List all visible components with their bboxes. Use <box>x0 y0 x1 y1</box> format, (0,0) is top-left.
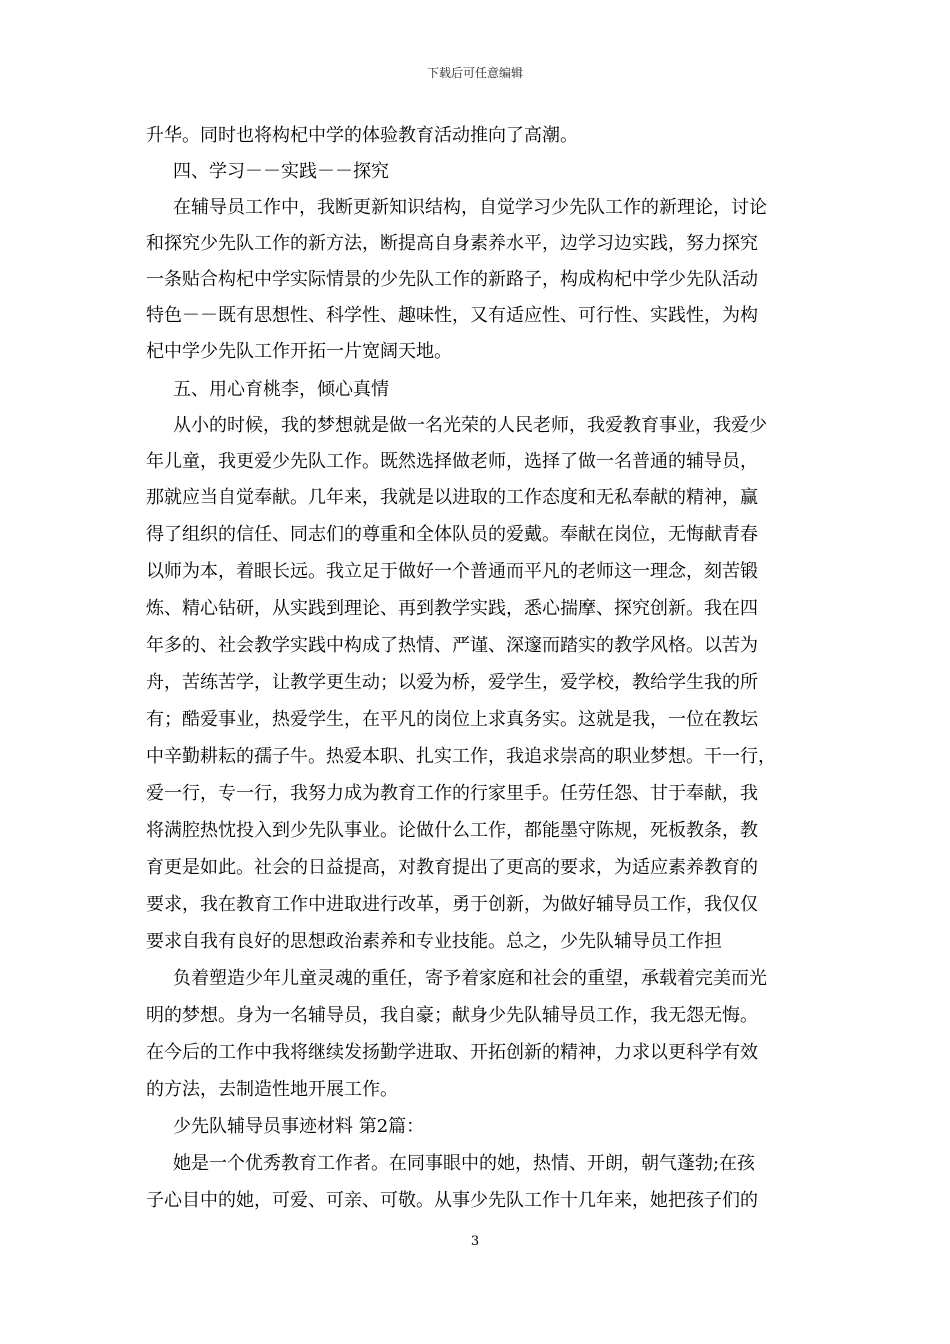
text-line: 炼、精心钻研，从实践到理论、再到教学实践，悉心揣摩、探究创新。我在四 <box>146 598 758 619</box>
page-header: 下载后可任意编辑 <box>426 66 523 80</box>
text-line: 要求自我有良好的思想政治素养和专业技能。总之，少先队辅导员工作担 <box>146 931 722 952</box>
text-line: 和探究少先队工作的新方法，断提高自身素养水平，边学习边实践，努力探究 <box>146 233 758 254</box>
text-line: 的方法，去制造性地开展工作。 <box>146 1079 398 1100</box>
section-heading: 少先队辅导员事迹材料 第2篇： <box>173 1116 425 1137</box>
text-line: 年多的、社会教学实践中构成了热情、严谨、深邃而踏实的教学风格。以苦为 <box>146 635 758 656</box>
section-heading: 四、学习－－实践－－探究 <box>173 161 389 182</box>
text-line: 得了组织的信任、同志们的尊重和全体队员的爱戴。奉献在岗位，无悔献青春 <box>146 524 758 545</box>
text-line: 爱一行，专一行，我努力成为教育工作的行家里手。任劳任怨、甘于奉献，我 <box>146 783 758 804</box>
text-line: 特色－－既有思想性、科学性、趣味性，又有适应性、可行性、实践性，为构 <box>146 305 758 326</box>
text-line: 中辛勤耕耘的孺子牛。热爱本职、扎实工作，我追求崇高的职业梦想。干一行， <box>146 746 776 767</box>
section-heading: 五、用心育桃李，倾心真情 <box>173 379 389 400</box>
text-line: 年儿童，我更爱少先队工作。既然选择做老师，选择了做一名普通的辅导员， <box>146 451 758 472</box>
text-line: 要求，我在教育工作中进取进行改革，勇于创新，为做好辅导员工作，我仅仅 <box>146 894 758 915</box>
page-number: 3 <box>470 1234 480 1249</box>
text-line: 从小的时候，我的梦想就是做一名光荣的人民老师，我爱教育事业，我爱少 <box>173 415 767 436</box>
text-line: 子心目中的她，可爱、可亲、可敬。从事少先队工作十几年来，她把孩子们的 <box>146 1190 758 1211</box>
text-line: 升华。同时也将构杞中学的体验教育活动推向了高潮。 <box>146 125 578 146</box>
text-line: 将满腔热忱投入到少先队事业。论做什么工作，都能墨守陈规，死板教条，教 <box>146 820 758 841</box>
text-line: 负着塑造少年儿童灵魂的重任，寄予着家庭和社会的重望，承载着完美而光 <box>173 968 767 989</box>
text-line: 杞中学少先队工作开拓一片宽阔天地。 <box>146 341 452 362</box>
text-line: 明的梦想。身为一名辅导员，我自豪；献身少先队辅导员工作，我无怨无悔。 <box>146 1005 758 1026</box>
text-line: 舟，苦练苦学，让教学更生动；以爱为桥，爱学生，爱学校，教给学生我的所 <box>146 672 758 693</box>
text-line: 在辅导员工作中，我断更新知识结构，自觉学习少先队工作的新理论，讨论 <box>173 197 767 218</box>
text-line: 在今后的工作中我将继续发扬勤学进取、开拓创新的精神，力求以更科学有效 <box>146 1042 758 1063</box>
text-line: 以师为本，着眼长远。我立足于做好一个普通而平凡的老师这一理念，刻苦锻 <box>146 561 758 582</box>
text-line: 育更是如此。社会的日益提高，对教育提出了更高的要求，为适应素养教育的 <box>146 857 758 878</box>
text-line: 她是一个优秀教育工作者。在同事眼中的她，热情、开朗，朝气蓬勃;在孩 <box>173 1153 756 1174</box>
text-line: 那就应当自觉奉献。几年来，我就是以进取的工作态度和无私奉献的精神，赢 <box>146 487 758 508</box>
text-line: 有；酷爱事业，热爱学生，在平凡的岗位上求真务实。这就是我，一位在教坛 <box>146 709 758 730</box>
text-line: 一条贴合构杞中学实际情景的少先队工作的新路子，构成构杞中学少先队活动 <box>146 269 758 290</box>
